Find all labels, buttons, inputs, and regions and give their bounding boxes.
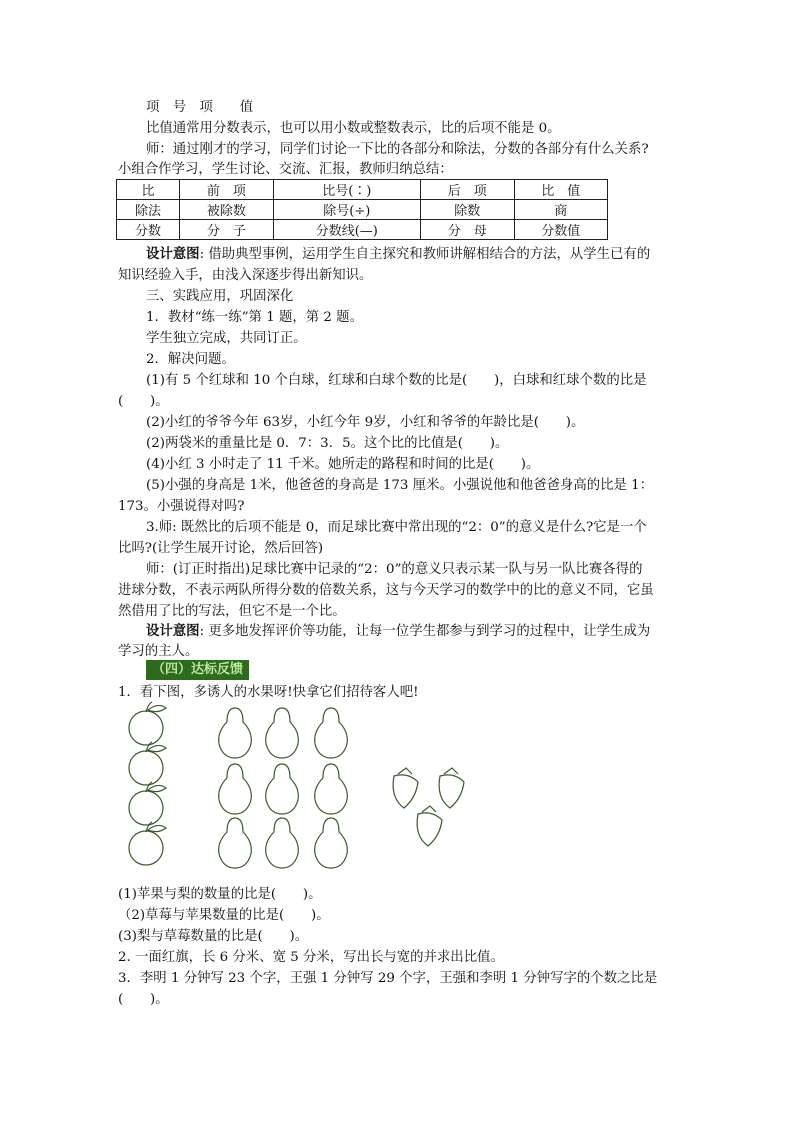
fruit-illustration	[118, 700, 598, 880]
pear-icon	[219, 708, 252, 758]
group-work-line: 小组合作学习，学生讨论、交流、汇报，教师归纳总结：	[118, 162, 453, 177]
exercise-line: 学生独立完成，共同订正。	[146, 331, 307, 346]
pear-icon	[266, 818, 299, 868]
problem-line: 比吗?(让学生展开讨论，然后回答)	[118, 541, 324, 556]
design-intent-text: : 更多地发挥评价等功能，让每一位学生都参与到学习的过程中，让学生成为	[199, 624, 651, 639]
design-intent-label: 设计意图	[146, 623, 200, 639]
table-cell: 除号(÷)	[273, 200, 421, 220]
header-line: 项 号 项 值	[146, 100, 254, 115]
apple-icon	[129, 742, 166, 785]
design-intent-text: : 借助典型事例，运用学生自主探究和教师讲解相结合的方法，从学生已有的	[199, 247, 651, 262]
problem-line: 3.师: 既然比的后项不能是 0，而足球比赛中常出现的“2：0”的意义是什么?它是一个	[146, 520, 647, 535]
table-cell: 被除数	[180, 200, 273, 220]
exercise-line: 2. 一面红旗，长 6 分米、宽 5 分米，写出长与宽的并求出比值。	[118, 950, 504, 965]
table-cell: 除法	[117, 200, 180, 220]
ratio-value-note: 比值通常用分数表示，也可以用小数或整数表示，比的后项不能是 0。	[146, 121, 561, 136]
table-row	[117, 220, 608, 240]
strawberry-icon	[393, 768, 418, 808]
section-badge: （四）达标反馈	[146, 660, 249, 680]
pear-icon	[315, 708, 348, 758]
problem-line: (2)小红的爷爷今年 63岁，小红今年 9岁，小红和爷爷的年龄比是( )。	[146, 415, 585, 430]
problem-line: (5)小强的身高是 1米，他爸爸的身高是 173 厘米。小强说他和他爸爸身高的比是 1：	[146, 478, 654, 493]
table-cell: 前 项	[180, 180, 273, 200]
teacher-explanation: 进球分数，不表示两队所得分数的倍数关系，这与今天学习的数学中的比的意义不同，它虽	[118, 583, 654, 598]
problem-line: (4)小红 3 小时走了 11 千米。她所走的路程和时间的比是( )。	[146, 457, 540, 472]
problem-line: 173。小强说得对吗?	[118, 499, 245, 514]
table-cell: 后 项	[421, 180, 514, 200]
sub-question: (1)苹果与梨的数量的比是( )。	[118, 887, 322, 902]
table-row	[117, 180, 608, 200]
apple-icon	[129, 782, 166, 825]
exercise-line: ( )。	[118, 992, 169, 1007]
teacher-question: 师：通过刚才的学习，同学们讨论一下比的各部分和除法，分数的各部分有什么关系?	[146, 142, 649, 157]
pear-icon	[266, 708, 299, 758]
table-cell: 比号(∶)	[273, 180, 421, 200]
exercise-line: 2．解决问题。	[146, 352, 235, 367]
table-cell: 分数线(—)	[273, 220, 421, 240]
design-intent-2-cont: 学习的主人。	[118, 644, 199, 659]
strawberry-icon	[417, 806, 442, 846]
problem-line: (1)有 5 个红球和 10 个白球，红球和白球个数的比是( )，白球和红球个数的比是	[146, 373, 647, 388]
sub-question: (3)梨与草莓数量的比是( )。	[118, 929, 309, 944]
design-intent-1	[146, 244, 706, 265]
table-row	[117, 200, 608, 220]
comparison-table	[116, 179, 608, 240]
problem-line: (2)两袋米的重量比是 0．7：3．5。这个比的比值是( )。	[146, 436, 509, 451]
table-cell: 商	[514, 200, 608, 220]
apple-icon	[129, 702, 166, 745]
teacher-explanation: 师：(订正时指出)足球比赛中记录的“2：0”的意义只表示某一队与另一队比赛各得的	[146, 562, 643, 577]
design-intent-1-cont: 知识经验入手，由浅入深逐步得出新知识。	[118, 268, 373, 283]
exercise-intro: 1．看下图，多诱人的水果呀!快拿它们招待客人吧!	[118, 685, 419, 700]
design-intent-2	[146, 621, 706, 642]
design-intent-label: 设计意图	[146, 246, 200, 262]
teacher-explanation: 然借用了比的写法，但它不是一个比。	[118, 604, 346, 619]
exercise-line: 3．李明 1 分钟写 23 个字，王强 1 分钟写 29 个字，王强和李明 1 分钟写字的个数之比是	[118, 971, 658, 986]
pear-icon	[315, 764, 348, 814]
sub-question: （2)草莓与苹果数量的比是( )。	[118, 908, 330, 923]
table-cell: 比	[117, 180, 180, 200]
table-cell: 分 母	[421, 220, 514, 240]
pear-icon	[266, 764, 299, 814]
pear-icon	[315, 818, 348, 868]
table-cell: 分 子	[180, 220, 273, 240]
problem-line: ( )。	[118, 394, 169, 409]
strawberry-icon	[439, 768, 464, 808]
section-title: 三、实践应用，巩固深化	[146, 289, 294, 304]
pear-icon	[219, 764, 252, 814]
table-cell: 分数值	[514, 220, 608, 240]
table-cell: 除数	[421, 200, 514, 220]
exercise-line: 1．教材“练一练”第 1 题，第 2 题。	[146, 310, 363, 325]
table-cell: 分数	[117, 220, 180, 240]
pear-icon	[219, 818, 252, 868]
table-cell: 比 值	[514, 180, 608, 200]
apple-icon	[129, 822, 166, 865]
